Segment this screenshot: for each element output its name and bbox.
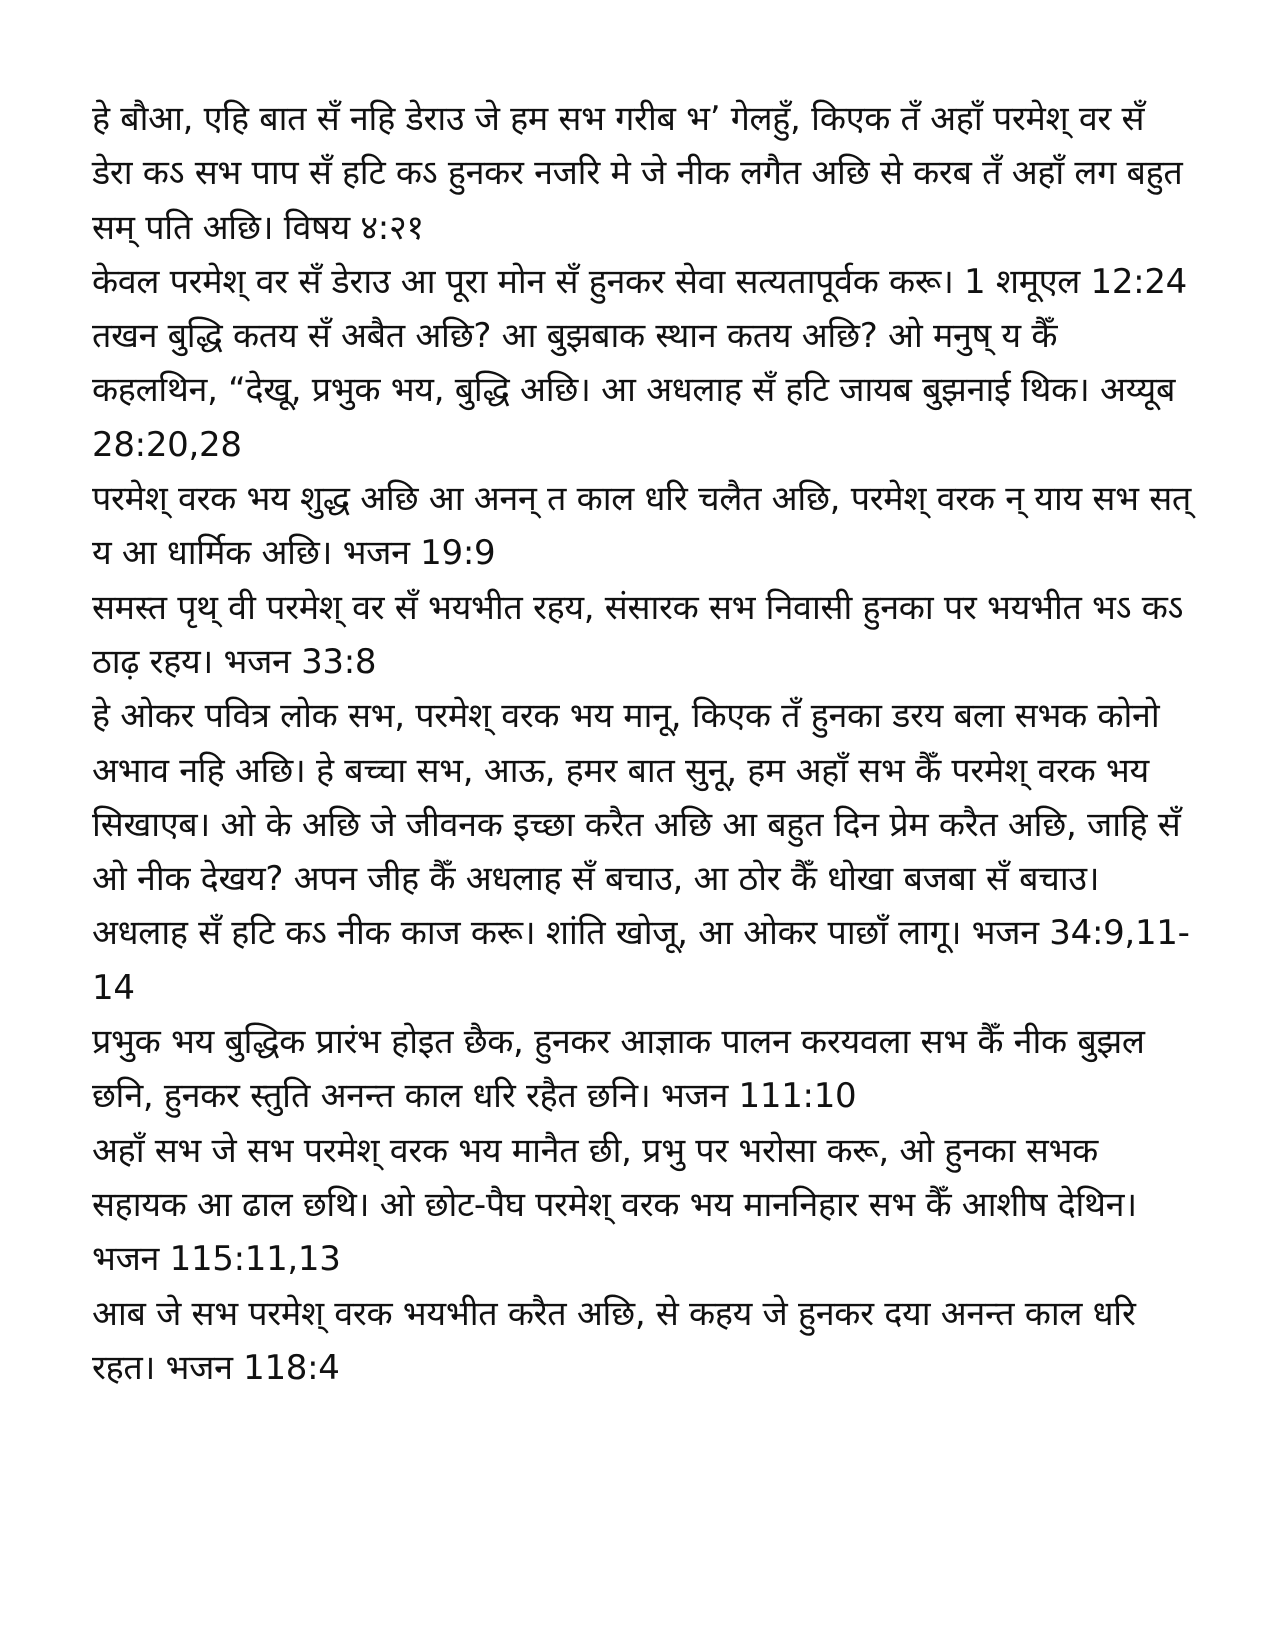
verse-paragraph: समस्त पृथ् वी परमेश् वर सँ भयभीत रहय, संसारक सभ निवासी हुनका पर भयभीत भऽ कऽ ठाढ़ रहय। भजन 33:8 [92, 587, 1184, 682]
verse-paragraph: आब जे सभ परमेश् वरक भयभीत करैत अछि, से कहय जे हुनकर दया अनन्त काल धरि रहत। भजन 118:4 [92, 1293, 1136, 1388]
verse-paragraph: परमेश् वरक भय शुद्ध अछि आ अनन् त काल धरि चलैत अछि, परमेश् वरक न् याय सभ सत् य आ धार्मिक अछि। भजन 19:9 [92, 479, 1191, 574]
verse-paragraph: हे ओकर पवित्र लोक सभ, परमेश् वरक भय मानू, किएक तँ हुनका डरय बला सभक कोनो अभाव नहि अछि। हे बच्चा सभ, आऊ, हमर बात सुनू, हम अहाँ सभ कैँ परमेश् वरक भय सिखाएब। ओ के अछि जे जीवनक इच्छा करैत अछि आ बहुत दिन प्रेम करैत अछि, जाहि सँ ओ नीक देखय? अपन जीह कैँ अधलाह सँ बचाउ, आ ठोर कैँ धोखा बजबा सँ बचाउ। अधलाह सँ हटि कऽ नीक काज करू। शांति खोजू, आ ओकर पाछाँ लागू। भजन 34:9,11-14 [92, 696, 1190, 1008]
verse-paragraph: केवल परमेश् वर सँ डेराउ आ पूरा मोन सँ हुनकर सेवा सत्यतापूर्वक करू। 1 शमूएल 12:24 [92, 261, 1187, 302]
verse-paragraph: प्रभुक भय बुद्धिक प्रारंभ होइत छैक, हुनकर आज्ञाक पालन करयवला सभ कैँ नीक बुझल छनि, हुनकर स्तुति अनन्त काल धरि रहैत छनि। भजन 111:10 [92, 1022, 1145, 1117]
verse-paragraph: तखन बुद्धि कतय सँ अबैत अछि? आ बुझबाक स्थान कतय अछि? ओ मनुष् य कैँ कहलथिन, “देखू, प्रभुक भय, बुद्धि अछि। आ अधलाह सँ हटि जायब बुझनाई थिक। अय्यूब 28:20,28 [92, 316, 1176, 465]
document-body [92, 92, 1192, 1395]
verse-paragraph: अहाँ सभ जे सभ परमेश् वरक भय मानैत छी, प्रभु पर भरोसा करू, ओ हुनका सभक सहायक आ ढाल छथि। ओ छोट-पैघ परमेश् वरक भय माननिहार सभ कैँ आशीष देथिन। भजन 115:11,13 [92, 1130, 1137, 1280]
verse-paragraph: हे बौआ, एहि बात सँ नहि डेराउ जे हम सभ गरीब भ’ गेलहुँ, किएक तँ अहाँ परमेश् वर सँ डेरा कऽ सभ पाप सँ हटि कऽ हुनकर नजरि मे जे नीक लगैत अछि से करब तँ अहाँ लग बहुत सम् पति अछि। विषय ४:२१ [92, 99, 1183, 248]
